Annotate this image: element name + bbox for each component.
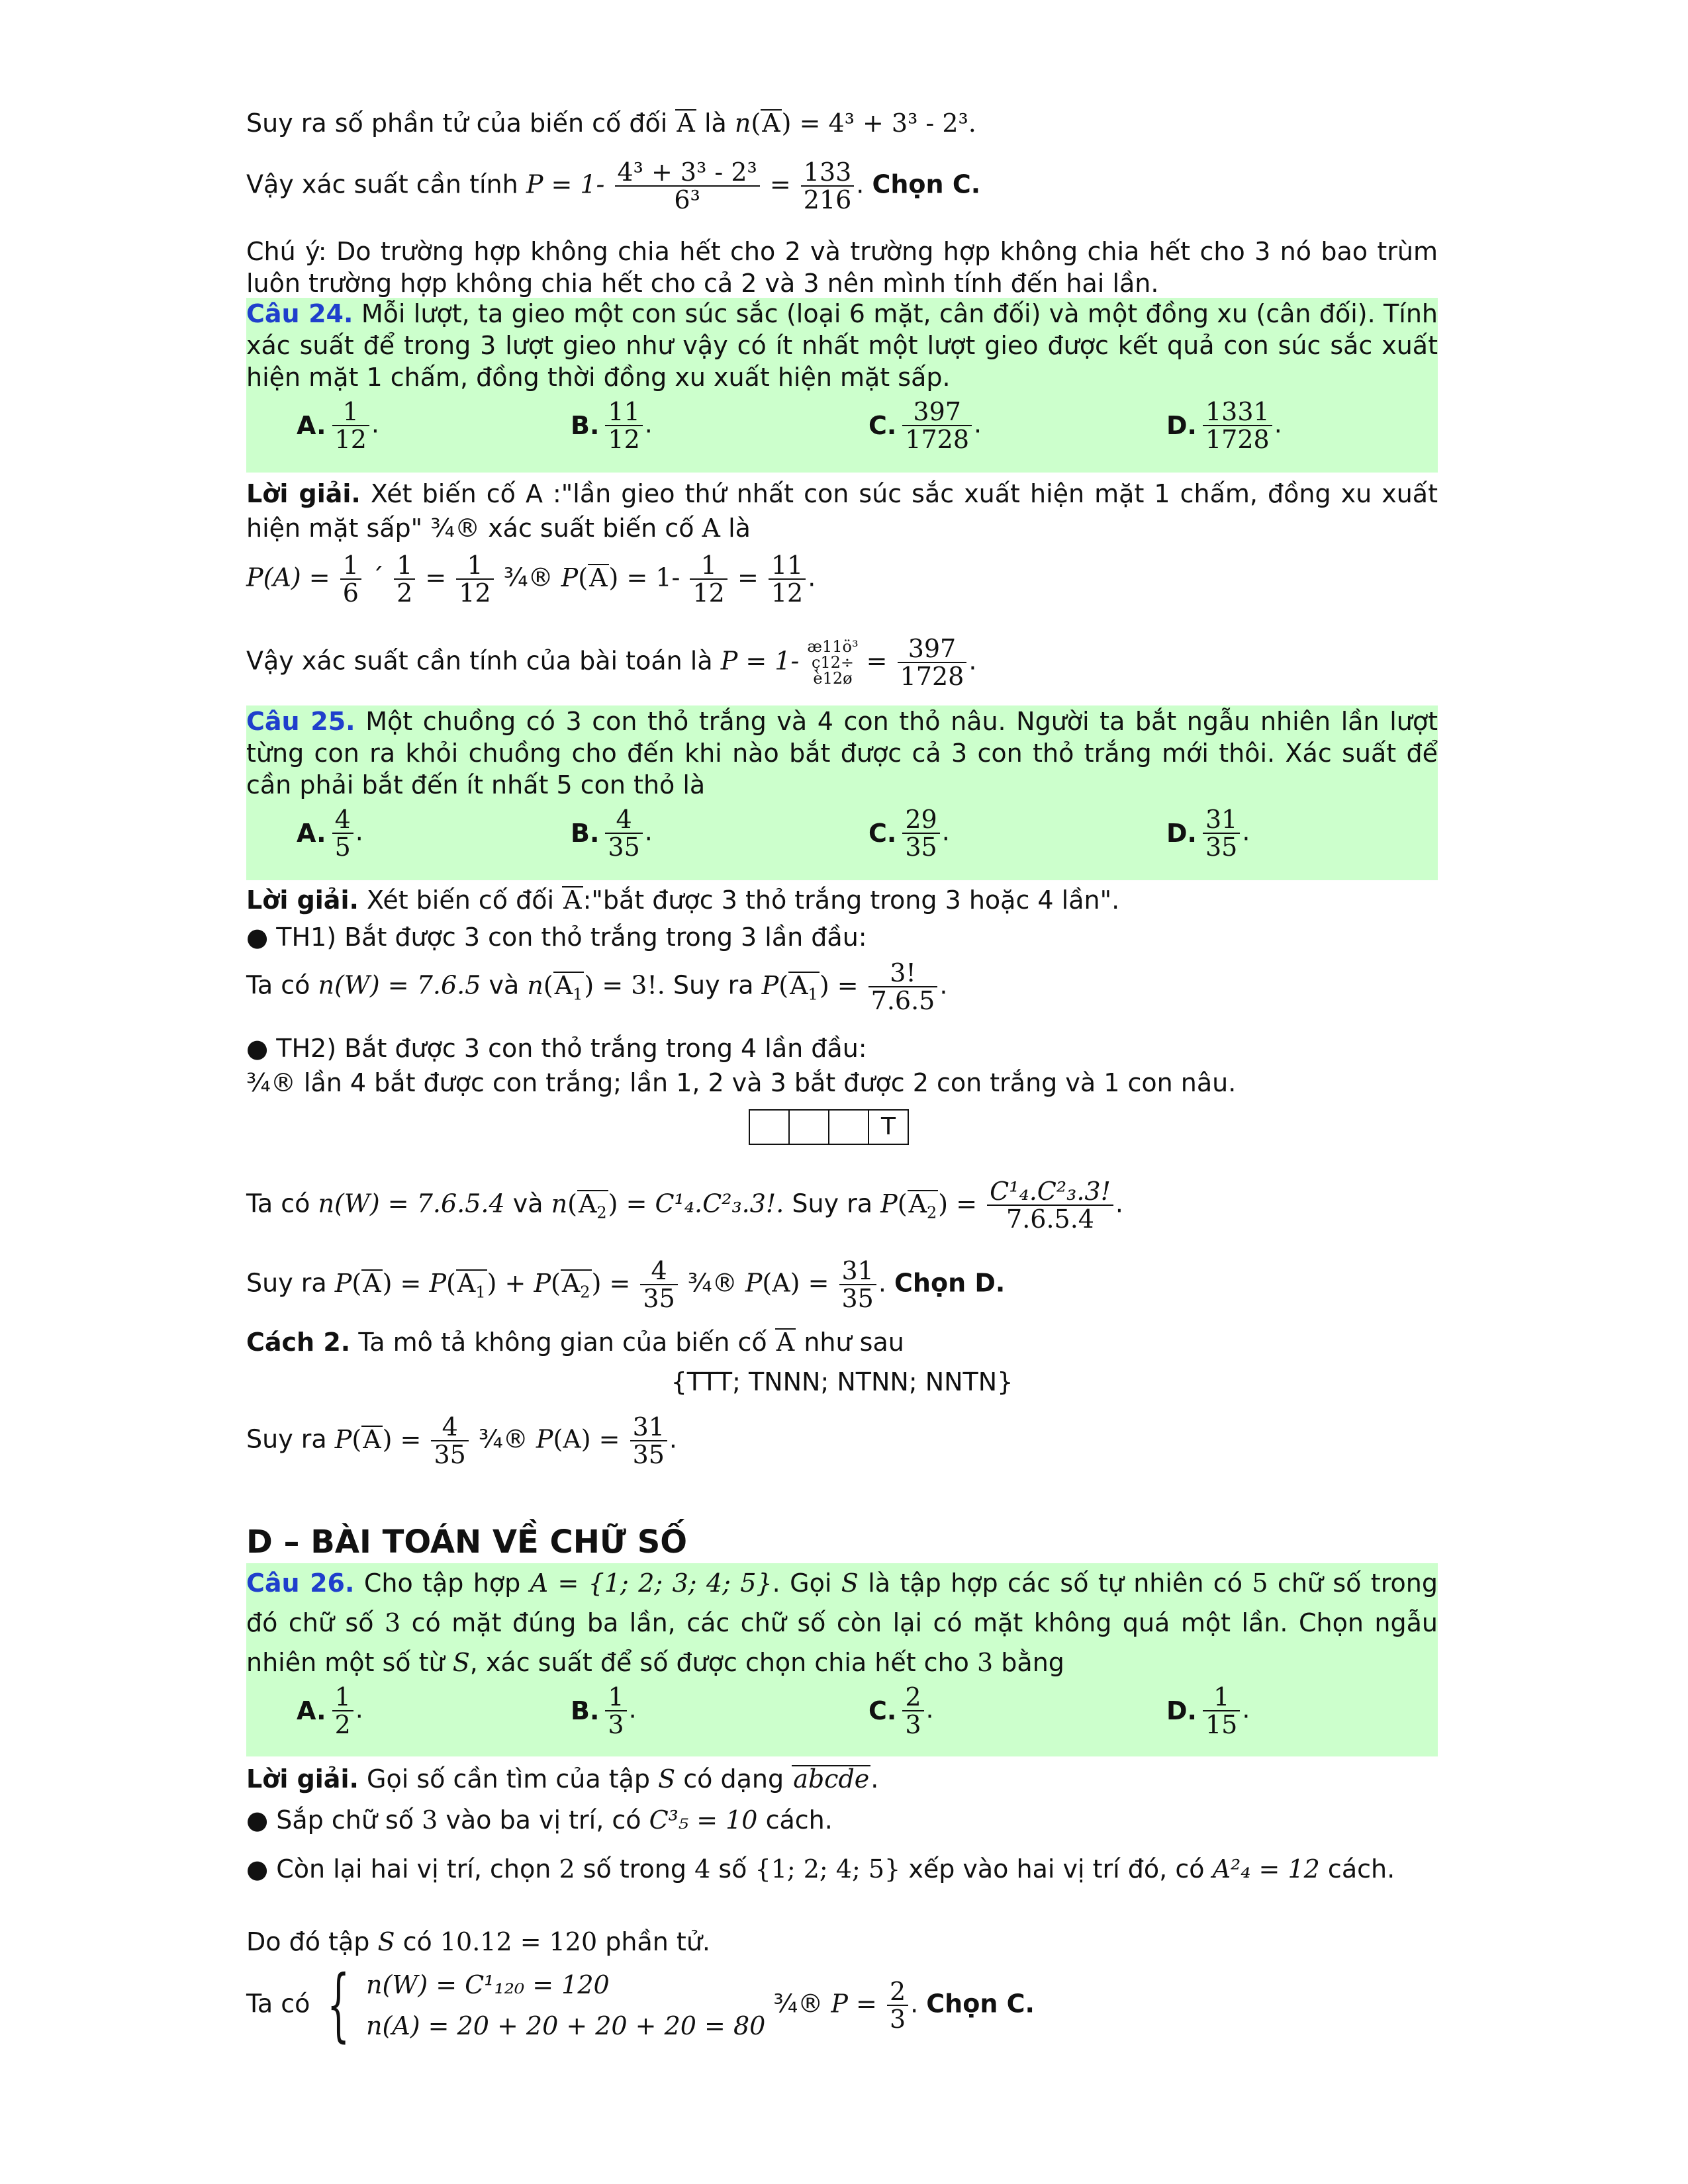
q24-option-d[interactable]: D. $\frac{1331}{1728}$ . [1166, 397, 1282, 454]
q24-solution: Lời giải. Xét biến cố A :"lần gieo thứ nhất con súc sắc xuất hiện mặt 1 chấm, đồng xu xuất hiện mặt sấp" ¾® xác suất biến cố A là [246, 479, 1438, 543]
answer-choice: Chọn C. [872, 169, 981, 199]
q25-case-1: ● TH1) Bắt được 3 con thỏ trắng trong 3 lần đầu: [246, 923, 867, 952]
q24-option-b[interactable]: B. $\frac{11}{12}$ . [571, 397, 653, 454]
q24-probability-a: P(A) = $\frac{1}{6}$ ´ $\frac{1}{2}$ = $\frac{1}{12}$ ¾® P(A) = 1- $\frac{1}{12}$ = $\frac{11}{12}$ . [246, 551, 816, 608]
q26-option-a[interactable]: A. $\frac{1}{2}$ . [297, 1682, 363, 1739]
question-25: Câu 25. Một chuồng có 3 con thỏ trắng và 4 con thỏ nâu. Người ta bắt ngẫu nhiên lần lượt từng con ra khỏi chuồng cho đến khi nào bắt được cả 3 con thỏ trắng mới thôi. Xác suất để cần phải bắt đến ít nhất 5 con thỏ là A. $\frac{4}{5}$ . B. $\frac{4}{35}$ . C. $\frac{29}{35}$ . D. $\frac{31}{35}$ . [246, 705, 1438, 880]
q25-case-2-calc: Ta có n(W) = 7.6.5.4 và $n(A_2) = C^1_4.C^2_3.3$!. Suy ra $P(A_2)$ = $\frac{\text{C¹₄.C²₃.3!}}{7.6.5.4}$ . [246, 1177, 1123, 1234]
q24-option-a[interactable]: A. $\frac{1}{12}$ . [297, 397, 380, 454]
q26-step-3: Do đó tập S có 10.12 = 120 phần tử. [246, 1927, 710, 1956]
question-24: Câu 24. Mỗi lượt, ta gieo một con súc sắc (loại 6 mặt, cân đối) và một đồng xu (cân đối). Tính xác suất để trong 3 lượt gieo như vậy có ít nhất một lượt gieo được kết quả con súc sắc xuất hiện mặt 1 chấm, đồng thời đồng xu xuất hiện mặt sấp. A. $\frac{1}{12}$ . B. $\frac{11}{12}$ . C. $\frac{397}{1728}$ . D. $\frac{1331}{1728}$ . [246, 298, 1438, 473]
q26-options [246, 1680, 1438, 1756]
q25-option-a[interactable]: A. $\frac{4}{5}$ . [297, 805, 363, 862]
q24-option-c[interactable]: C. $\frac{397}{1728}$ . [868, 397, 982, 454]
q24-garbled-power: æ11ö³ ç12÷ è12ø [807, 637, 859, 688]
q25-position-boxes [750, 1109, 909, 1145]
q26-option-b[interactable]: B. $\frac{1}{3}$ . [571, 1682, 637, 1739]
section-d-title: D – BÀI TOÁN VỀ CHỮ SỐ [246, 1524, 688, 1561]
q25-case-2-desc: ¾® lần 4 bắt được con trắng; lần 1, 2 và 3 bắt được 2 con trắng và 1 con nâu. [246, 1068, 1237, 1097]
q26-step-2: ● Còn lại hai vị trí, chọn 2 số trong 4 số {1; 2; 4; 5} xếp vào hai vị trí đó, có A²₄ = 12 cách. [246, 1854, 1395, 1884]
brace-icon: { [326, 1959, 350, 2051]
q25-sample-space: {TTT; TNNN; NTNN; NNTN} [671, 1367, 1013, 1396]
answer-choice: Chọn D. [894, 1268, 1006, 1298]
q25-options [246, 802, 1438, 880]
q26-step-1: ● Sắp chữ số 3 vào ba vị trí, có C³₅ = 10 cách. [246, 1805, 833, 1835]
probability-fraction: $\frac{\text{4³ + 3³ - 2³}}{\text{6³}}$ [615, 159, 760, 213]
equation-system: n(W) = C¹₁₂₀ = 120 n(A) = 20 + 20 + 20 + 20 = 80 [365, 1970, 766, 2040]
q25-option-b[interactable]: B. $\frac{4}{35}$ . [571, 805, 653, 862]
q25-case-2: ● TH2) Bắt được 3 con thỏ trắng trong 4 lần đầu: [246, 1034, 867, 1063]
q25-method-2-result: Suy ra P(A) = $\frac{4}{35}$ ¾® P(A) = $\frac{31}{35}$ . [246, 1412, 678, 1469]
intro-line-1: Suy ra số phần tử của biến cố đối A là n(A) = 4³ + 3³ - 2³. [246, 109, 976, 138]
probability-result: $\frac{133}{216}$ [801, 159, 855, 213]
intro-line-2: Vậy xác suất cần tính P = 1- $\frac{\text{4³ + 3³ - 2³}}{\text{6³}}$ = $\frac{133}{216}$ . Chọn C. [246, 158, 981, 214]
q26-option-d[interactable]: D. $\frac{1}{15}$ . [1166, 1682, 1250, 1739]
q25-option-c[interactable]: C. $\frac{29}{35}$ . [868, 805, 950, 862]
answer-choice: Chọn C. [926, 1989, 1035, 2019]
q25-option-d[interactable]: D. $\frac{31}{35}$ . [1166, 805, 1250, 862]
q24-options [246, 394, 1438, 473]
q26-final: Ta có { n(W) = C¹₁₂₀ = 120 n(A) = 20 + 20 + 20 + 20 = 80 ¾® P = $\frac{2}{3}$ . Chọn C. [246, 1959, 1035, 2051]
q25-case-1-calc: Ta có n(W) = 7.6.5 và $n(A_1) = 3$!. Suy ra $P(A_1)$ = $\frac{3!}{7.6.5}$ . [246, 958, 948, 1015]
q24-final: Vậy xác suất cần tính của bài toán là P = 1- æ11ö³ ç12÷ è12ø = $\frac{397}{1728}$ . [246, 634, 977, 691]
box-cell: T [868, 1109, 909, 1145]
q26-option-c[interactable]: C. $\frac{2}{3}$ . [868, 1682, 934, 1739]
note-paragraph: Chú ý: Do trường hợp không chia hết cho 2 và trường hợp không chia hết cho 3 nó bao trùm luôn trường hợp không chia hết cho cả 2 và 3 nên mình tính đến hai lần. [246, 237, 1438, 298]
q25-sum: Suy ra $P(A) = P(A_1) + P(A_2)$ = $\frac{4}{35}$ ¾® P(A) = $\frac{31}{35}$ . Chọn D. [246, 1256, 1006, 1313]
box-cell [828, 1109, 869, 1145]
q26-solution-intro: Lời giải. Gọi số cần tìm của tập S có dạng abcde. [246, 1764, 879, 1794]
box-cell [788, 1109, 829, 1145]
question-26: Câu 26. Cho tập hợp A = {1; 2; 3; 4; 5}. Gọi S là tập hợp các số tự nhiên có 5 chữ số trong đó chữ số 3 có mặt đúng ba lần, các chữ số còn lại có mặt không quá một lần. Chọn ngẫu nhiên một số từ S, xác suất để số được chọn chia hết cho 3 bằng A. $\frac{1}{2}$ . B. $\frac{1}{3}$ . C. $\frac{2}{3}$ . D. $\frac{1}{15}$ . [246, 1563, 1438, 1756]
q25-method-2: Cách 2. Ta mô tả không gian của biến cố A như sau [246, 1328, 904, 1357]
box-cell [749, 1109, 790, 1145]
q25-solution-intro: Lời giải. Xét biến cố đối A:"bắt được 3 thỏ trắng trong 3 hoặc 4 lần". [246, 886, 1120, 915]
